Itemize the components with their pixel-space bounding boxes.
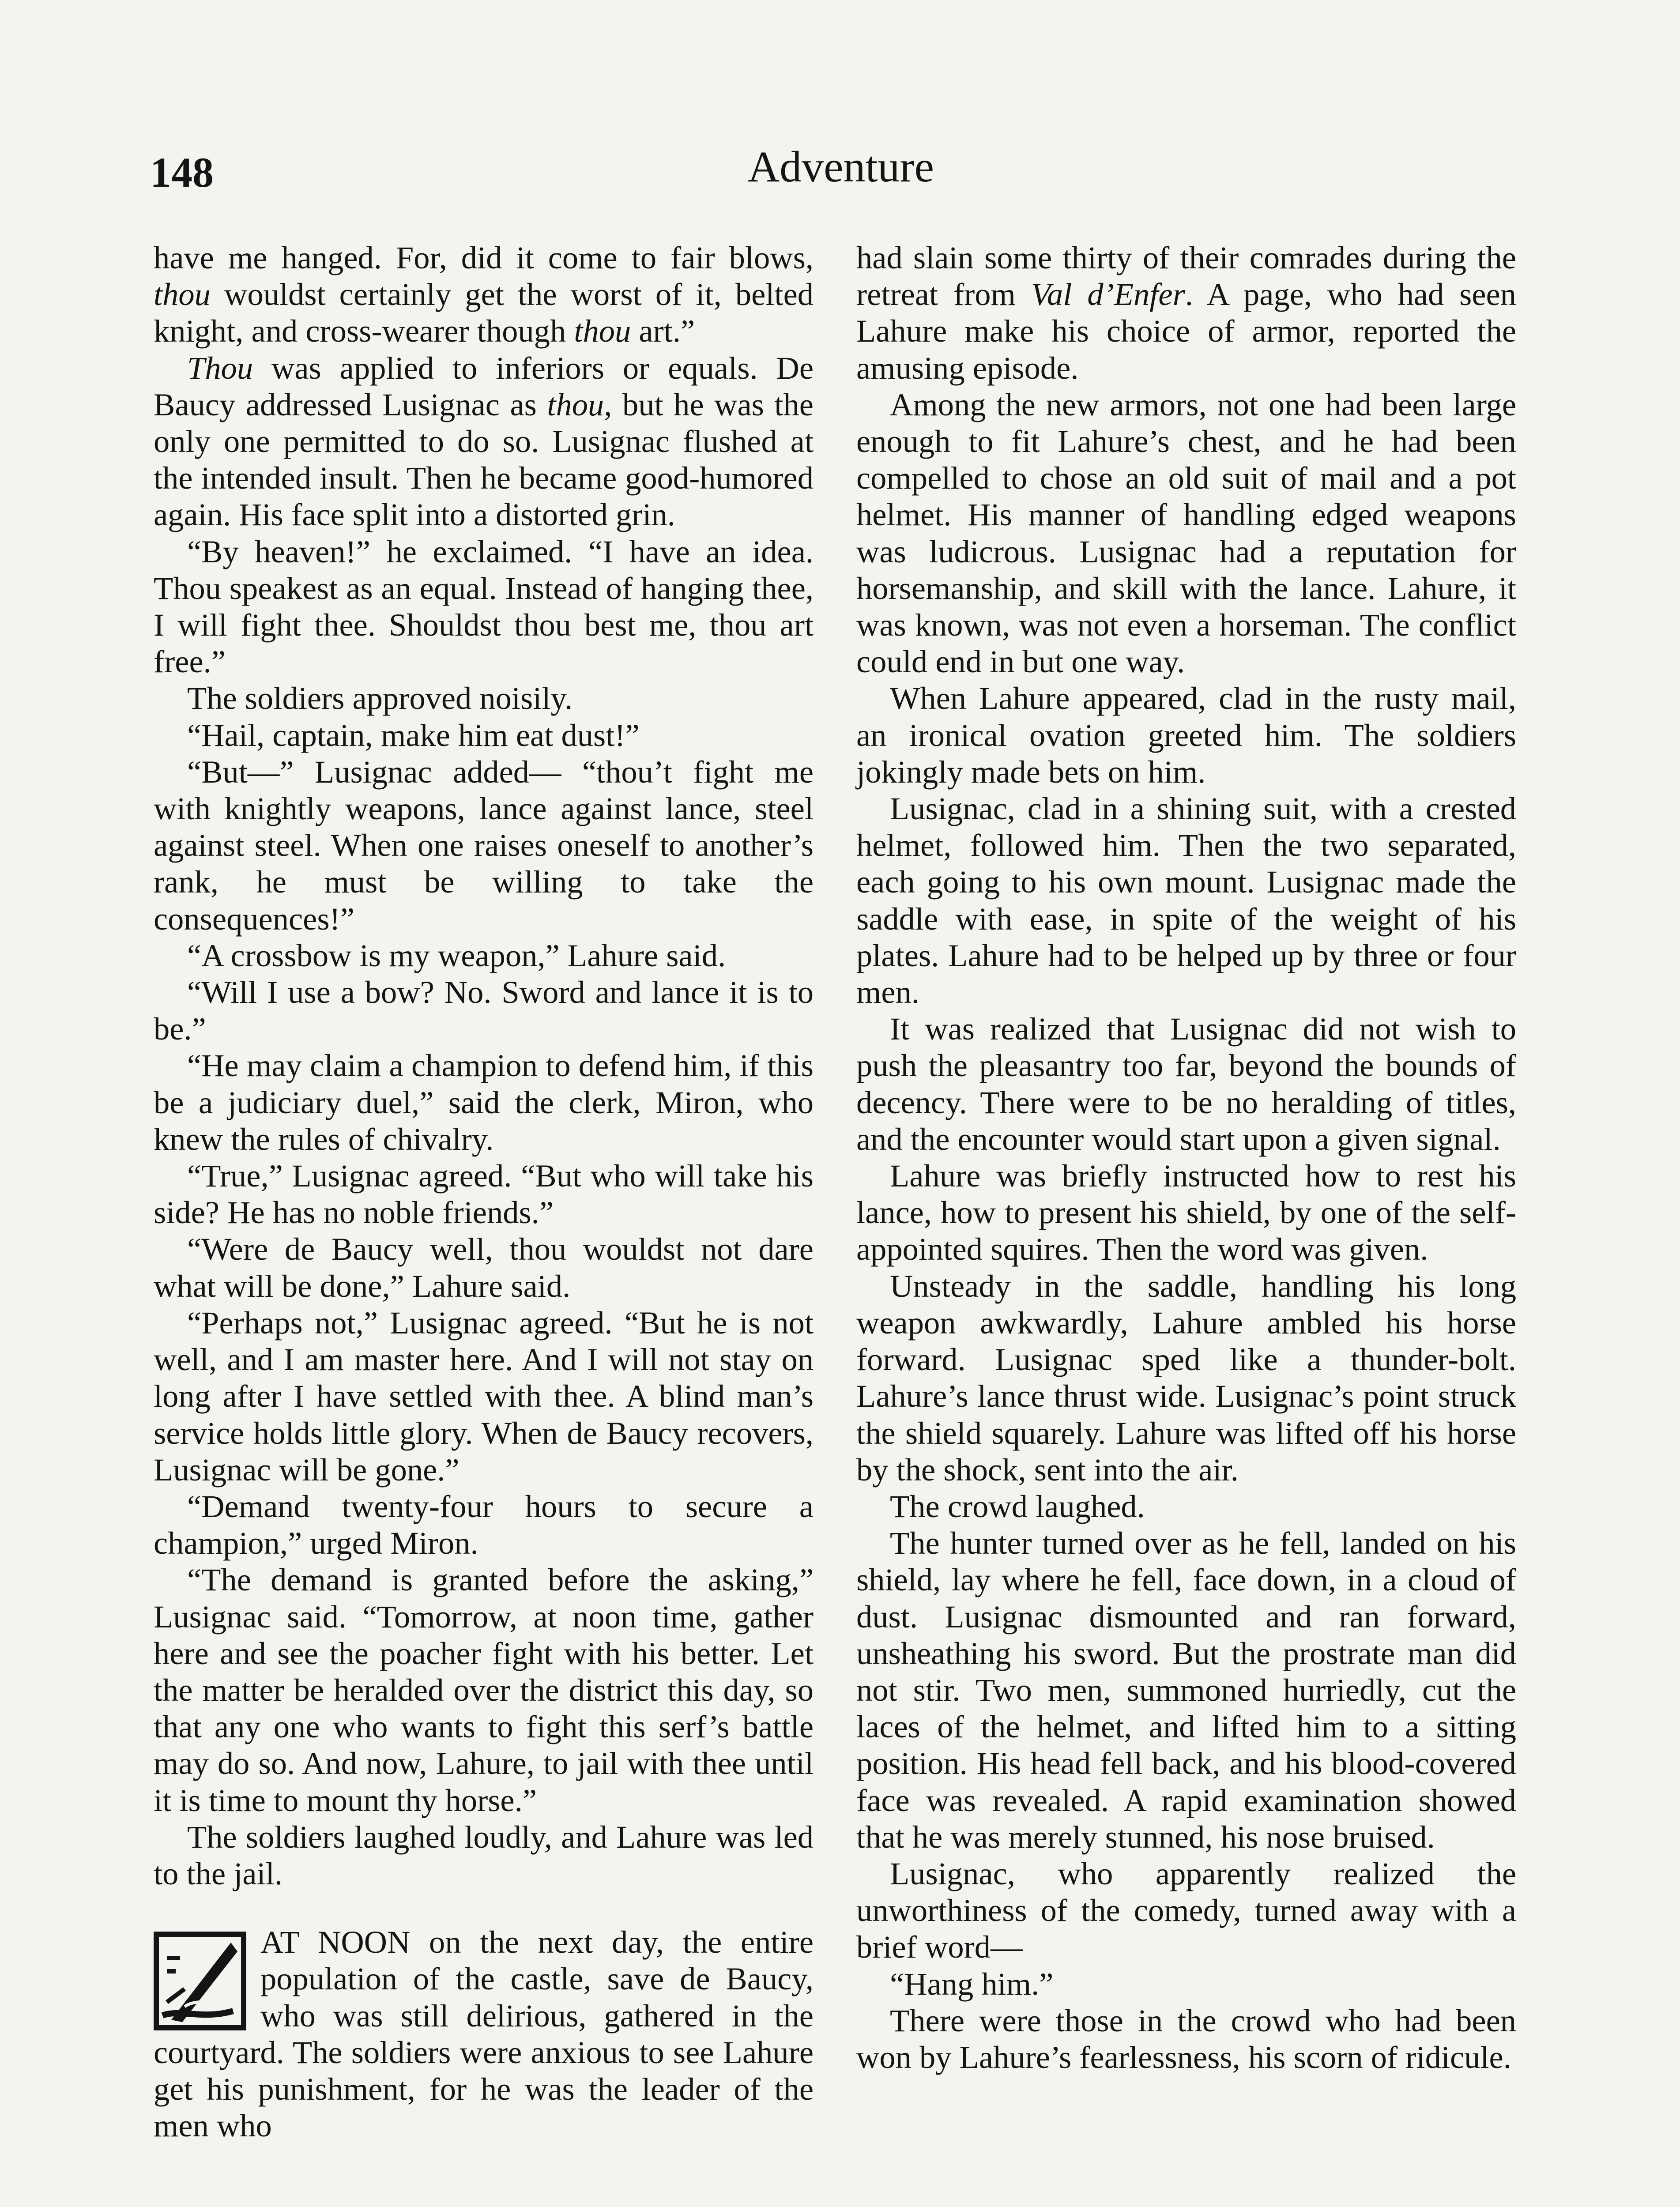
running-title: Adventure [747, 142, 934, 191]
paragraph: The hunter turned over as he fell, landed on his shield, lay where he fell, face down, in a cloud of dust. Lusignac dismounted and ran forward, unsheathing his sword. But the prostrate man did not stir. Two men, summoned hurriedly, cut the laces of the helmet, and lifted him to a sitting position. His head fell back, and his blood-covered face was revealed. A rapid examination showed that he was merely stunned, his nose bruised. [856, 1525, 1516, 1855]
paragraph: “A crossbow is my weapon,” Lahure said. [187, 937, 726, 973]
page-header [150, 141, 1532, 212]
paragraph: When Lahure appeared, clad in the rusty mail, an ironical ovation greeted him. The soldiers jokingly made bets on him. [856, 680, 1516, 790]
paragraph: Thou was applied to inferiors or equals. De Baucy addressed Lusignac as thou, but he was the only one permitted to do so. Lusignac flushed at the intended insult. Then he became good-humored again. His face split into a distorted grin. [154, 350, 814, 533]
paragraph: “Will I use a bow? No. Sword and lance it is to be.” [154, 974, 814, 1047]
paragraph: Among the new armors, not one had been large enough to fit Lahure’s chest, and he had been compelled to chose an old suit of mail and a pot helmet. His manner of handling edged weapons was ludicrous. Lusignac had a reputation for horsemanship, and skill with the lance. Lahure, it was known, was not even a horseman. The conflict could end in but one way. [856, 386, 1516, 680]
paragraph: The crowd laughed. [890, 1488, 1145, 1524]
paragraph: There were those in the crowd who had been won by Lahure’s fearlessness, his scorn of ridicule. [856, 2002, 1516, 2075]
paragraph: Lusignac, who apparently realized the unworthiness of the comedy, turned away with a brief word— [856, 1855, 1516, 1965]
paragraph: The soldiers laughed loudly, and Lahure was led to the jail. [154, 1819, 814, 1891]
paragraph: had slain some thirty of their comrades during the retreat from Val d’Enfer. A page, who had seen Lahure make his choice of armor, reported the amusing episode. [856, 240, 1517, 386]
paragraph: “By heaven!” he exclaimed. “I have an idea. Thou speakest as an equal. Instead of hanging thee, I will fight thee. Shouldst thou best me, thou art free.” [154, 533, 814, 680]
paragraph: “Perhaps not,” Lusignac agreed. “But he is not well, and I am master here. And I will not stay on long after I have settled with thee. A blind man’s service holds little glory. When de Baucy recovers, Lusignac will be gone.” [154, 1304, 814, 1488]
paragraph: “Hail, captain, make him eat dust!” [187, 717, 640, 753]
paragraph: “Hang him.” [890, 1966, 1054, 2002]
paragraph: “Demand twenty-four hours to secure a champion,” urged Miron. [154, 1488, 814, 1561]
paragraph: have me hanged. For, did it come to fair blows, thou wouldst certainly get the worst of it, belted knight, and cross-wearer though thou art.” [154, 240, 814, 349]
section-opening-paragraph: AT NOON on the next day, the entire population of the castle, save de Baucy, who was still delirious, gathered in the courtyard. The soldiers were anxious to see Lahure get his punishment, for he was the leader of the men who [154, 1924, 814, 2144]
paragraph: “He may claim a champion to defend him, if this be a judiciary duel,” said the clerk, Miron, who knew the rules of chivalry. [154, 1047, 814, 1157]
paragraph: “Were de Baucy well, thou wouldst not dare what will be done,” Lahure said. [154, 1231, 814, 1304]
left-column [154, 239, 814, 2144]
paragraph: Unsteady in the saddle, handling his long weapon awkwardly, Lahure ambled his horse forward. Lusignac sped like a thunder-bolt. Lahure’s lance thrust wide. Lusignac’s point struck the shield squarely. Lahure was lifted off his horse by the shock, sent into the air. [856, 1268, 1516, 1488]
paragraph: “True,” Lusignac agreed. “But who will take his side? He has no noble friends.” [154, 1158, 814, 1231]
paragraph: Lahure was briefly instructed how to rest his lance, how to present his shield, by one of the self-appointed squires. Then the word was given. [856, 1158, 1516, 1267]
page-number: 148 [150, 149, 214, 196]
paragraph: The soldiers approved noisily. [187, 680, 573, 716]
paragraph: Lusignac, clad in a shining suit, with a crested helmet, followed him. Then the two separated, each going to his own mount. Lusignac made the saddle with ease, in spite of the weight of his plates. Lahure had to be helped up by three or four men. [856, 791, 1516, 1010]
paragraph: “But—” Lusignac added— “thou’t fight me with knightly weapons, lance against lance, steel against steel. When one raises oneself to another’s rank, he must be willing to take the consequences!” [154, 753, 814, 937]
quill-and-paper-icon [154, 1932, 246, 2030]
paragraph: It was realized that Lusignac did not wish to push the pleasantry too far, beyond the bounds of decency. There were to be no heralding of titles, and the encounter would start upon a given signal. [856, 1011, 1516, 1157]
paragraph: “The demand is granted before the asking,” Lusignac said. “Tomorrow, at noon time, gather here and see the poacher fight with his better. Let the matter be heralded over the district this day, so that any one who wants to fight this serf’s battle may do so. And now, Lahure, to jail with thee until it is time to mount thy horse.” [154, 1562, 814, 1818]
right-column [856, 239, 1516, 2075]
